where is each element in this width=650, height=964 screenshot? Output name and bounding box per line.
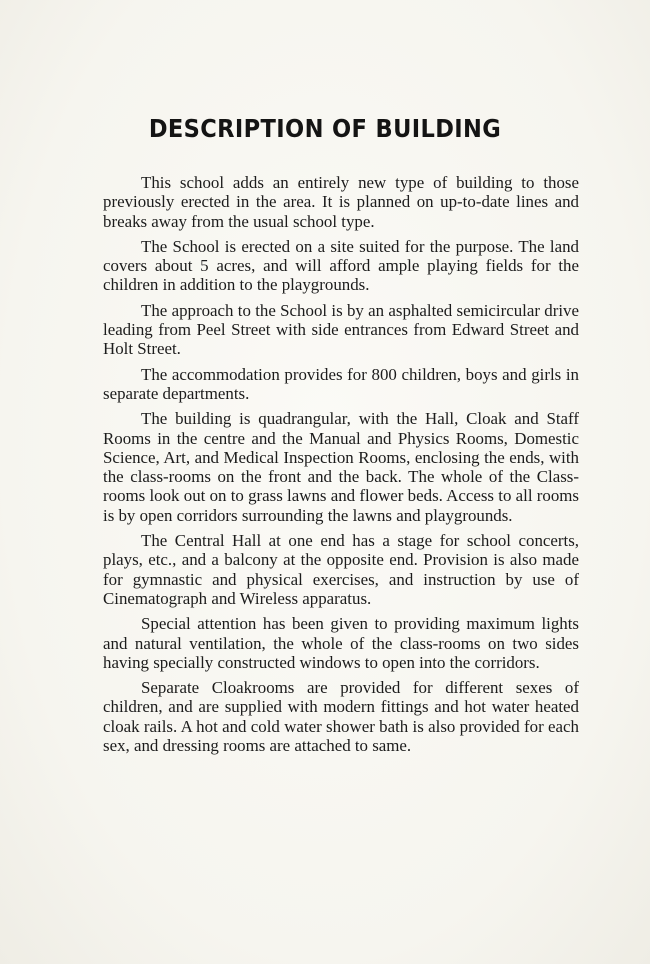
paragraph: Special attention has been given to providing maximum lights and natural ventilation, the whole of the class-rooms on two sides having specially constructed windows to open into the corridors.	[103, 614, 579, 672]
paragraph: Separate Cloakrooms are provided for different sexes of children, and are supplied with modern fittings and hot water heated cloak rails. A hot and cold water shower bath is also provided for each sex, and dressing rooms are attached to same.	[103, 678, 579, 756]
paragraph: The accommodation provides for 800 children, boys and girls in separate departments.	[103, 364, 579, 403]
document-body	[103, 173, 579, 761]
paragraph: This school adds an entirely new type of building to those previously erected in the area. It is planned on up-to-date lines and breaks away from the usual school type.	[103, 173, 579, 231]
paragraph: The approach to the School is by an asphalted semicircular drive leading from Peel Street with side entrances from Edward Street and Holt Street.	[103, 300, 579, 359]
paragraph: The Central Hall at one end has a stage for school concerts, plays, etc., and a balcony at the opposite end. Provision is also made for gymnastic and physical exercises, and instruction by use of Cinematograph and Wireless apparatus.	[103, 531, 579, 608]
paragraph: The building is quadrangular, with the Hall, Cloak and Staff Rooms in the centre and the Manual and Physics Rooms, Domestic Science, Art, and Medical Inspection Rooms, enclosing the ends, with the class-rooms on the front and the back. The whole of the Class-rooms look out on to grass lawns and flower beds. Access to all rooms is by open corridors surrounding the lawns and playgrounds.	[103, 409, 579, 525]
paragraph: The School is erected on a site suited for the purpose. The land covers about 5 acres, and will afford ample playing fields for the children in addition to the playgrounds.	[103, 236, 579, 295]
page-title: DESCRIPTION OF BUILDING	[148, 114, 502, 143]
